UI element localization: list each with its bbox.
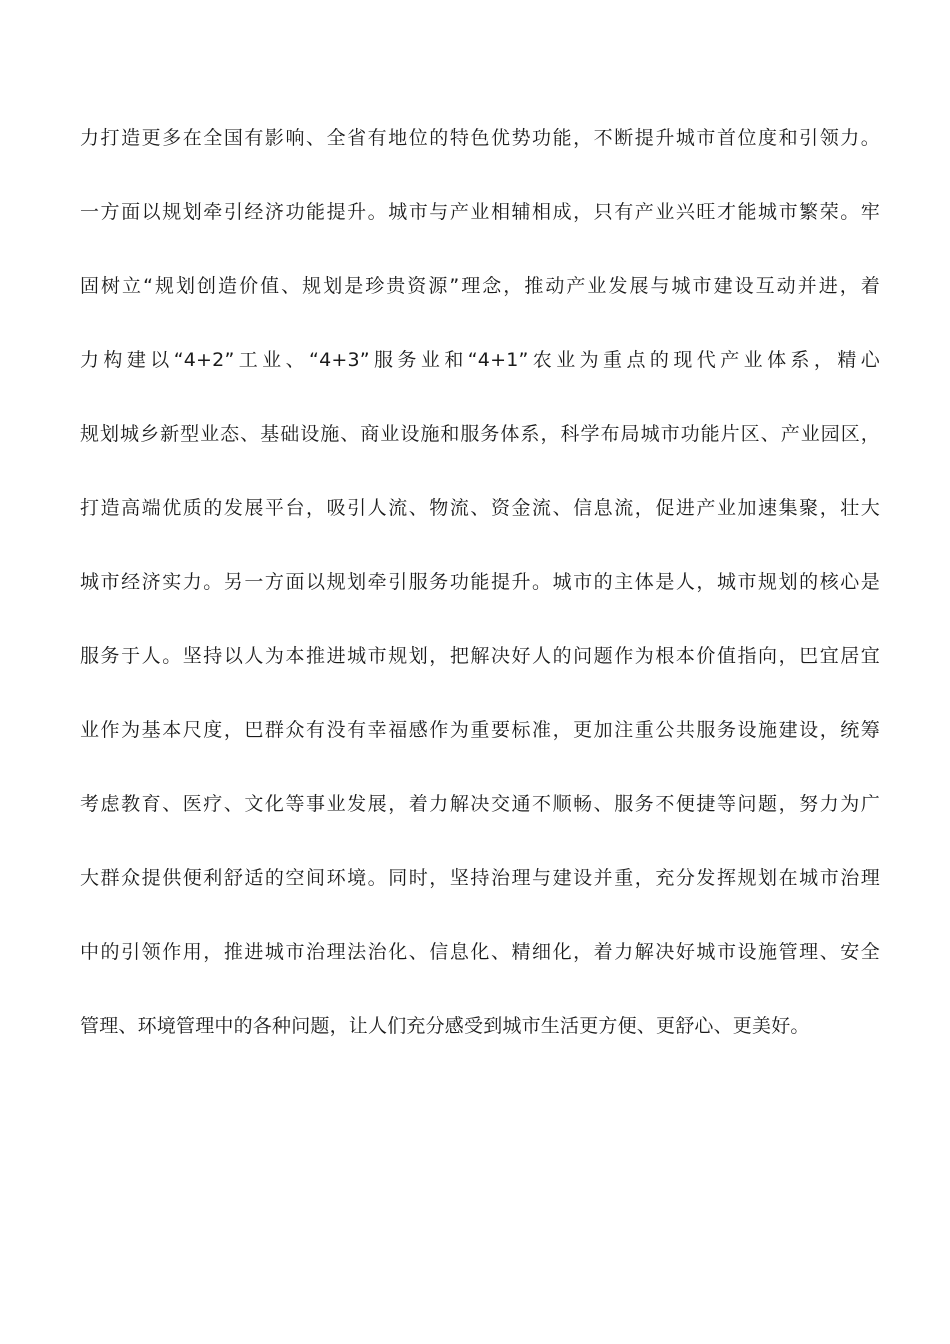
text-line-10: 考虑教育、医疗、文化等事业发展，着力解决交通不顺畅、服务不便捷等问题，努力为广 (80, 793, 880, 815)
text-line-12: 中的引领作用，推进城市治理法治化、信息化、精细化，着力解决好城市设施管理、安全 (80, 941, 880, 963)
text-line-7: 城市经济实力。另一方面以规划牵引服务功能提升。城市的主体是人，城市规划的核心是 (80, 571, 880, 593)
text-line-2: 一方面以规划牵引经济功能提升。城市与产业相辅相成，只有产业兴旺才能城市繁荣。牢 (80, 201, 880, 223)
body-text (80, 118, 880, 1080)
text-line-1: 力打造更多在全国有影响、全省有地位的特色优势功能，不断提升城市首位度和引领力。 (80, 127, 880, 149)
text-line-5: 规划城乡新型业态、基础设施、商业设施和服务体系，科学布局城市功能片区、产业园区， (80, 423, 880, 445)
text-line-9: 业作为基本尺度，巴群众有没有幸福感作为重要标准，更加注重公共服务设施建设，统筹 (80, 719, 880, 741)
text-line-8: 服务于人。坚持以人为本推进城市规划，把解决好人的问题作为根本价值指向，巴宜居宜 (80, 645, 880, 667)
text-line-13: 管理、环境管理中的各种问题，让人们充分感受到城市生活更方便、更舒心、更美好。 (80, 1015, 810, 1037)
text-line-11: 大群众提供便利舒适的空间环境。同时，坚持治理与建设并重，充分发挥规划在城市治理 (80, 867, 880, 889)
text-line-4: 力构建以“4+2”工业、“4+3”服务业和“4+1”农业为重点的现代产业体系，精心 (80, 349, 880, 371)
text-line-6: 打造高端优质的发展平台，吸引人流、物流、资金流、信息流，促进产业加速集聚，壮大 (80, 497, 880, 519)
text-line-3: 固树立“规划创造价值、规划是珍贵资源”理念，推动产业发展与城市建设互动并进，着 (80, 275, 880, 297)
